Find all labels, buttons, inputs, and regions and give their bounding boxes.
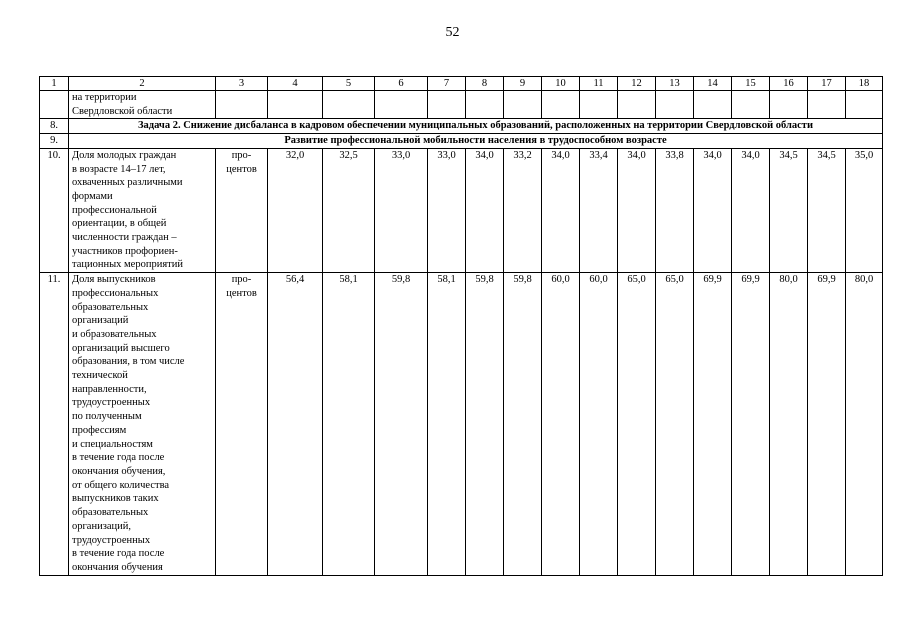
unit-line: про-: [231, 149, 252, 161]
text-line: Доля молодых граждан: [72, 149, 177, 161]
column-header: 4: [268, 77, 323, 91]
text-line: и специальностям: [72, 438, 153, 450]
value-cell: 69,9: [694, 273, 732, 575]
text-line: выпускников таких: [72, 493, 159, 505]
value-cell: 33,2: [504, 148, 542, 272]
row-number: 9.: [40, 134, 69, 149]
value-cell: 33,0: [428, 148, 466, 272]
value-cell: 34,0: [732, 148, 770, 272]
column-header: 17: [808, 77, 846, 91]
indicator-name: [69, 148, 216, 272]
indicator-name: [69, 273, 216, 575]
unit-line: про-: [231, 274, 252, 286]
text-line: охваченных различными: [72, 177, 183, 189]
value-cell: 60,0: [580, 273, 618, 575]
column-header: 5: [323, 77, 375, 91]
text-line: технической: [72, 370, 128, 382]
value-cell: 33,0: [375, 148, 428, 272]
text-line: направленности,: [72, 383, 147, 395]
value-cell: 34,0: [618, 148, 656, 272]
row-number: 8.: [40, 119, 69, 134]
text-line: образовательных: [72, 507, 149, 519]
text-line: образовательных: [72, 301, 149, 313]
value-cell: 32,5: [323, 148, 375, 272]
section-title: Развитие профессиональной мобильности населения в трудоспособном возрасте: [69, 134, 883, 149]
text-line: численности граждан –: [72, 232, 177, 244]
column-header: 12: [618, 77, 656, 91]
text-line: и образовательных: [72, 328, 157, 340]
value-cell: 34,0: [466, 148, 504, 272]
value-cell: 59,8: [466, 273, 504, 575]
text-line: в течение года после: [72, 452, 165, 464]
text-line: в возрасте 14–17 лет,: [72, 163, 166, 175]
section-row: [40, 119, 883, 134]
text-line: Свердловской области: [72, 105, 173, 117]
table-row: [40, 273, 883, 575]
text-line: организаций высшего: [72, 342, 170, 354]
section-row: [40, 134, 883, 149]
value-cell: 65,0: [656, 273, 694, 575]
unit-cell: [216, 148, 268, 272]
text-line: образования, в том числе: [72, 356, 185, 368]
page-number: 52: [445, 25, 460, 40]
column-header: 8: [466, 77, 504, 91]
column-header: 13: [656, 77, 694, 91]
text-line: участников профориен-: [72, 245, 178, 257]
value-cell: 69,9: [732, 273, 770, 575]
continuation-row: [40, 91, 883, 119]
value-cell: 34,0: [542, 148, 580, 272]
column-header: 7: [428, 77, 466, 91]
value-cell: 59,8: [504, 273, 542, 575]
text-line: организаций,: [72, 520, 131, 532]
value-cell: 65,0: [618, 273, 656, 575]
value-cell: 33,8: [656, 148, 694, 272]
text-line: профессиям: [72, 424, 127, 436]
indicators-table: [39, 76, 883, 576]
value-cell: 80,0: [770, 273, 808, 575]
text-line: окончания обучения: [72, 561, 163, 573]
text-line: организаций: [72, 315, 129, 327]
column-header: 16: [770, 77, 808, 91]
text-line: от общего количества: [72, 479, 170, 491]
text-line: тационных мероприятий: [72, 259, 183, 271]
row-number: 10.: [40, 148, 69, 272]
value-cell: 56,4: [268, 273, 323, 575]
column-header: 9: [504, 77, 542, 91]
column-header-row: [40, 77, 883, 91]
section-title: Задача 2. Снижение дисбаланса в кадровом обеспечении муниципальных образований, расположенных на территории Свердловской области: [69, 119, 883, 134]
column-header: 14: [694, 77, 732, 91]
text-line: на территории: [72, 92, 137, 103]
text-line: формами: [72, 190, 113, 202]
column-header: 18: [846, 77, 883, 91]
value-cell: 34,5: [808, 148, 846, 272]
value-cell: 35,0: [846, 148, 883, 272]
text-line: профессиональных: [72, 287, 159, 299]
unit-line: центов: [226, 287, 257, 299]
text-line: Доля выпускников: [72, 274, 156, 286]
value-cell: 34,5: [770, 148, 808, 272]
column-header: 2: [69, 77, 216, 91]
text-line: в течение года после: [72, 548, 165, 560]
value-cell: 34,0: [694, 148, 732, 272]
column-header: 15: [732, 77, 770, 91]
text-line: трудоустроенных: [72, 397, 151, 409]
unit-line: центов: [226, 163, 257, 175]
column-header: 6: [375, 77, 428, 91]
value-cell: 60,0: [542, 273, 580, 575]
value-cell: 80,0: [846, 273, 883, 575]
row-number: 11.: [40, 273, 69, 575]
text-line: по полученным: [72, 411, 142, 423]
column-header: 3: [216, 77, 268, 91]
value-cell: 33,4: [580, 148, 618, 272]
value-cell: 69,9: [808, 273, 846, 575]
table-row: [40, 148, 883, 272]
value-cell: 58,1: [323, 273, 375, 575]
value-cell: 32,0: [268, 148, 323, 272]
text-line: трудоустроенных: [72, 534, 151, 546]
text-line: окончания обучения,: [72, 465, 166, 477]
text-line: ориентации, в общей: [72, 218, 167, 230]
value-cell: 58,1: [428, 273, 466, 575]
text-line: профессиональной: [72, 204, 157, 216]
column-header: 10: [542, 77, 580, 91]
column-header: 11: [580, 77, 618, 91]
column-header: 1: [40, 77, 69, 91]
indicator-name: [69, 91, 216, 119]
value-cell: 59,8: [375, 273, 428, 575]
unit-cell: [216, 273, 268, 575]
